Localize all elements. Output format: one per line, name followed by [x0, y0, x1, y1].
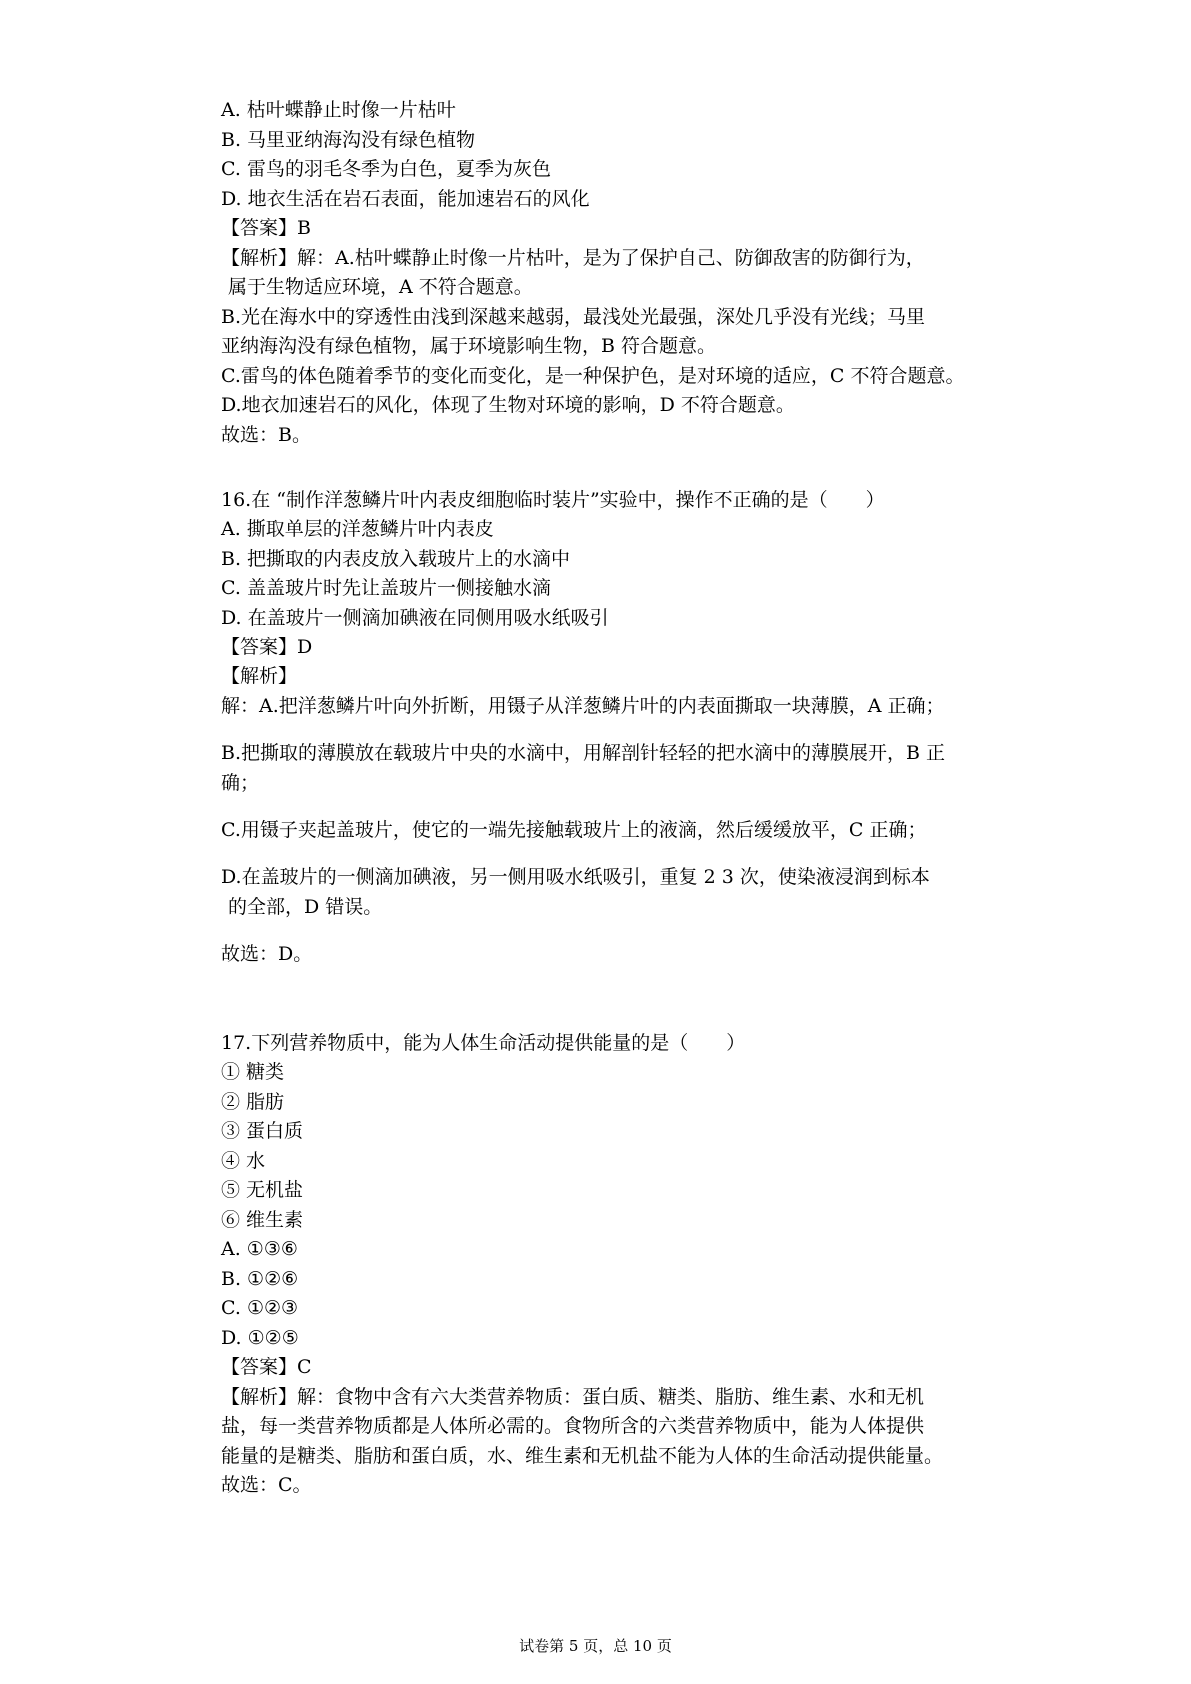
q17-option-d: D. ①②⑤	[221, 1327, 299, 1349]
q15-analysis-line: D.地衣加速岩石的风化，体现了生物对环境的影响，D 不符合题意。	[221, 394, 795, 416]
q15-analysis-line: C.雷鸟的体色随着季节的变化而变化，是一种保护色，是对环境的适应，C 不符合题意。	[221, 365, 965, 387]
q17-item: ① 糖类	[221, 1061, 285, 1083]
q15-analysis-line: B.光在海水中的穿透性由浅到深越来越弱，最浅处光最强，深处几乎没有光线；马里	[221, 306, 926, 328]
q15-conclusion: 故选：B。	[221, 424, 311, 446]
q17-analysis-line: 【解析】解：食物中含有六大类营养物质：蛋白质、糖类、脂肪、维生素、水和无机	[221, 1386, 925, 1408]
q17-stem: 17.下列营养物质中，能为人体生命活动提供能量的是（ ）	[221, 1032, 746, 1054]
q17-item: ⑤ 无机盐	[221, 1179, 304, 1201]
q15-option-c: C. 雷鸟的羽毛冬季为白色，夏季为灰色	[221, 158, 551, 180]
page-footer: 试卷第 5 页，总 10 页	[519, 1637, 672, 1655]
q17-option-b: B. ①②⑥	[221, 1268, 299, 1290]
q16-option-c: C. 盖盖玻片时先让盖玻片一侧接触水滴	[221, 577, 551, 599]
q16-option-a: A. 撕取单层的洋葱鳞片叶内表皮	[221, 518, 494, 540]
q17-conclusion: 故选：C。	[221, 1474, 312, 1496]
q16-conclusion: 故选：D。	[221, 943, 313, 965]
q17-analysis-line: 盐，每一类营养物质都是人体所必需的。食物所含的六类营养物质中，能为人体提供	[221, 1415, 925, 1437]
q16-stem: 16.在 “制作洋葱鳞片叶内表皮细胞临时装片”实验中，操作不正确的是（ ）	[221, 489, 885, 511]
q16-answer: 【答案】D	[221, 636, 313, 658]
q16-option-d: D. 在盖玻片一侧滴加碘液在同侧用吸水纸吸引	[221, 607, 609, 629]
q16-analysis-line: B.把撕取的薄膜放在载玻片中央的水滴中，用解剖针轻轻的把水滴中的薄膜展开，B 正	[221, 742, 946, 764]
q15-option-b: B. 马里亚纳海沟没有绿色植物	[221, 129, 476, 151]
q16-analysis-line: 确；	[221, 772, 260, 794]
q15-answer: 【答案】B	[221, 217, 311, 239]
q17-answer: 【答案】C	[221, 1356, 312, 1378]
q15-analysis-line: 【解析】解：A.枯叶蝶静止时像一片枯叶，是为了保护自己、防御敌害的防御行为，	[221, 247, 925, 269]
q17-item: ④ 水	[221, 1150, 266, 1172]
q15-option-d: D. 地衣生活在岩石表面，能加速岩石的风化	[221, 188, 590, 210]
q15-analysis-line: 亚纳海沟没有绿色植物，属于环境影响生物，B 符合题意。	[221, 335, 717, 357]
q17-item: ⑥ 维生素	[221, 1209, 304, 1231]
q16-analysis-line: 解：A.把洋葱鳞片叶向外折断，用镊子从洋葱鳞片叶的内表面撕取一块薄膜，A 正确；	[221, 695, 945, 717]
q16-analysis-line: C.用镊子夹起盖玻片，使它的一端先接触载玻片上的液滴，然后缓缓放平，C 正确；	[221, 819, 927, 841]
q17-analysis-line: 能量的是糖类、脂肪和蛋白质，水、维生素和无机盐不能为人体的生命活动提供能量。	[221, 1445, 944, 1467]
q16-analysis-line: D.在盖玻片的一侧滴加碘液，另一侧用吸水纸吸引，重复 2 3 次，使染液浸润到标本	[221, 866, 930, 888]
q17-option-c: C. ①②③	[221, 1297, 299, 1319]
q16-analysis-label: 【解析】	[221, 665, 298, 687]
q16-option-b: B. 把撕取的内表皮放入载玻片上的水滴中	[221, 548, 571, 570]
q17-item: ③ 蛋白质	[221, 1120, 304, 1142]
q16-analysis-line: 的全部，D 错误。	[228, 896, 383, 918]
q17-option-a: A. ①③⑥	[221, 1238, 298, 1260]
q17-item: ② 脂肪	[221, 1091, 285, 1113]
q15-analysis-line: 属于生物适应环境，A 不符合题意。	[228, 276, 533, 298]
q15-option-a: A. 枯叶蝶静止时像一片枯叶	[221, 99, 456, 121]
